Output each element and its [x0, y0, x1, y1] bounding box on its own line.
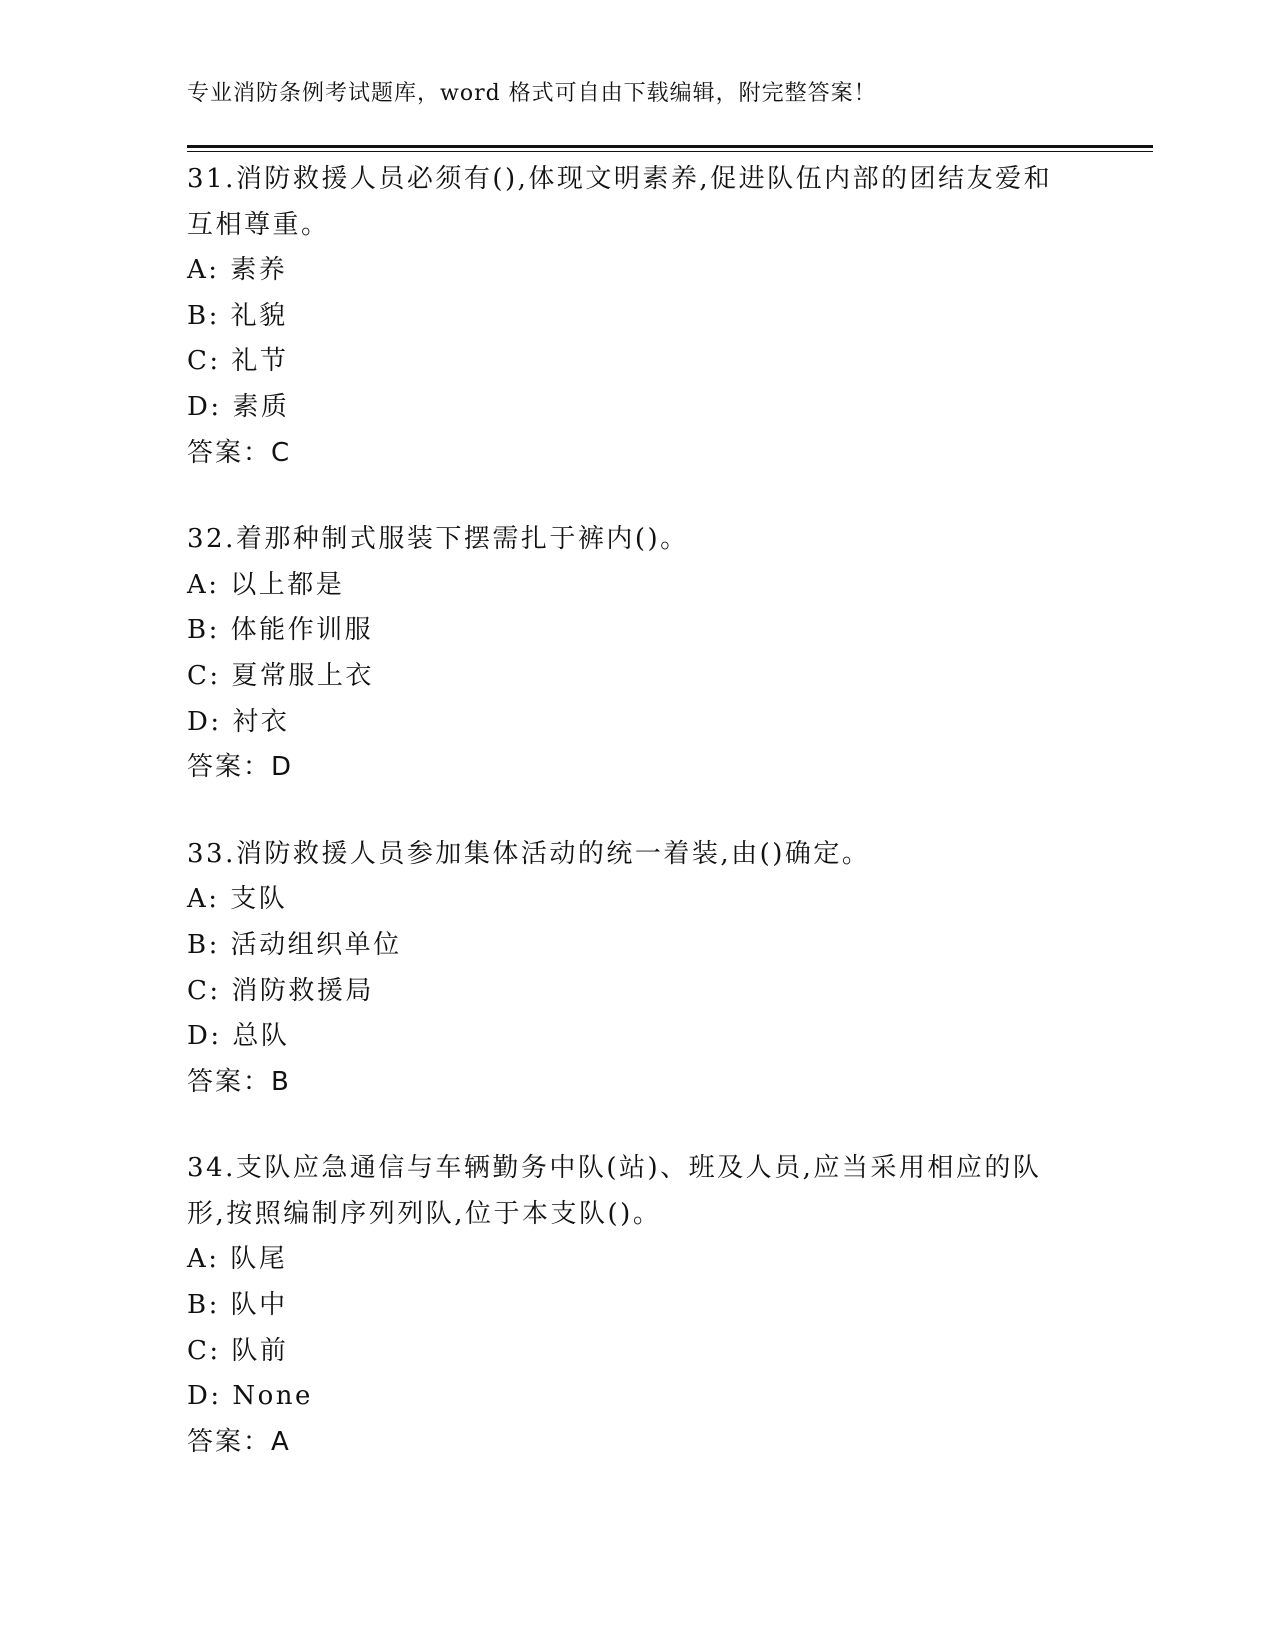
- question-stem: 32.着那种制式服装下摆需扎于裤内()。: [187, 524, 689, 555]
- option-c: C: 队前: [187, 1335, 289, 1366]
- option-b: B: 礼貌: [187, 300, 288, 331]
- option-a: A: 支队: [187, 884, 288, 915]
- option-c: C: 礼节: [187, 346, 289, 377]
- option-a: A: 素养: [187, 255, 288, 286]
- page-header: 专业消防条例考试题库，word 格式可自由下载编辑，附完整答案！: [187, 81, 877, 106]
- question-31: [187, 157, 1087, 476]
- option-d: D: 素质: [187, 391, 290, 422]
- question-33: [187, 832, 1087, 1106]
- question-stem: 形,按照编制序列列队,位于本支队()。: [187, 1198, 662, 1229]
- header-rule: [187, 145, 1153, 148]
- option-d: D: None: [187, 1381, 313, 1412]
- question-stem: 34.支队应急通信与车辆勤务中队(站)、班及人员,应当采用相应的队: [187, 1153, 1042, 1184]
- option-d: D: 总队: [187, 1021, 290, 1052]
- option-b: B: 体能作训服: [187, 615, 374, 646]
- option-a: A: 队尾: [187, 1244, 288, 1275]
- option-c: C: 夏常服上衣: [187, 660, 374, 691]
- question-stem: 33.消防救援人员参加集体活动的统一着装,由()确定。: [187, 838, 871, 869]
- option-b: B: 活动组织单位: [187, 929, 402, 960]
- answer: 答案：B: [187, 1066, 291, 1097]
- question-32: [187, 517, 1087, 791]
- option-d: D: 衬衣: [187, 706, 290, 737]
- option-b: B: 队中: [187, 1290, 288, 1321]
- answer: 答案：A: [187, 1426, 291, 1457]
- header-rule-thin: [187, 151, 1153, 152]
- option-a: A: 以上都是: [187, 569, 345, 600]
- option-c: C: 消防救援局: [187, 975, 374, 1006]
- answer: 答案：D: [187, 752, 294, 783]
- answer: 答案：C: [187, 437, 292, 468]
- question-34: [187, 1146, 1087, 1465]
- question-stem: 互相尊重。: [187, 209, 330, 240]
- question-list: [187, 157, 1087, 1506]
- question-stem: 31.消防救援人员必须有(),体现文明素养,促进队伍内部的团结友爱和: [187, 164, 1053, 194]
